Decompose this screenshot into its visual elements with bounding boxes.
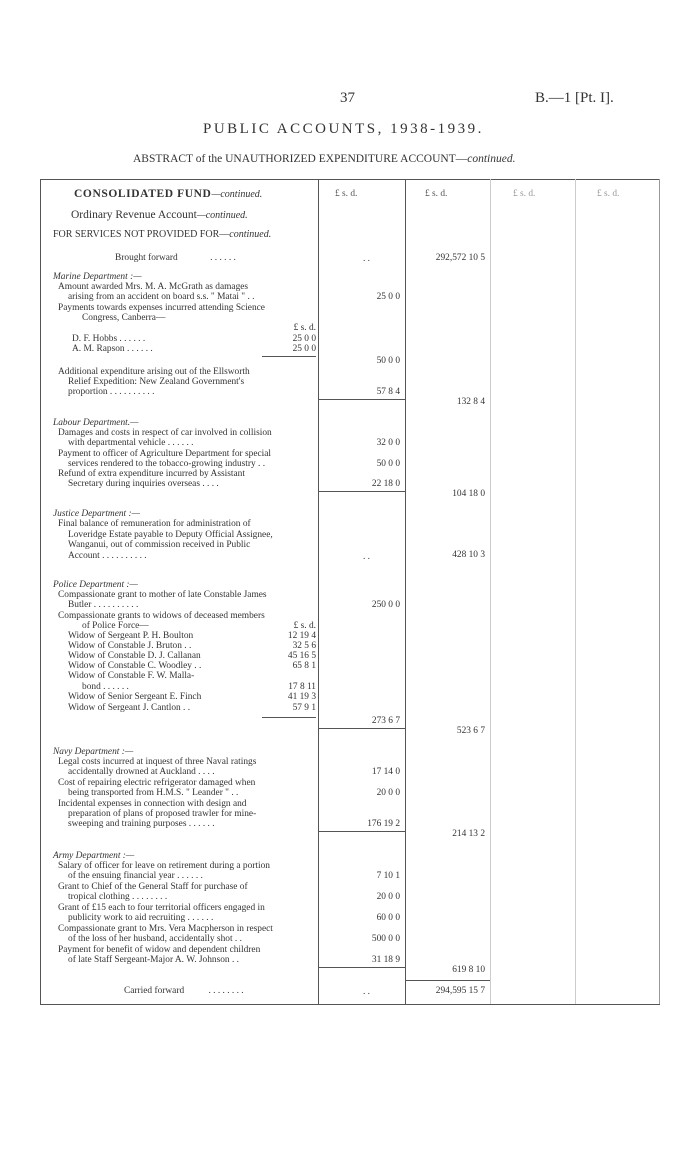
carried-forward-rule [405, 980, 490, 981]
police-widow-1-name: Widow of Sergeant P. H. Boulton [68, 631, 194, 641]
marine-sub-header: £ s. d. [293, 323, 316, 333]
marine-item-3-line-3: proportion . . . . . . . . . . [68, 387, 155, 397]
labour-item-3-line-1: Refund of extra expenditure incurred by Assistant [58, 469, 245, 479]
carried-forward-label [124, 986, 244, 997]
police-sub-total-rule [262, 717, 316, 718]
police-item-1-amount: 250 0 0 [371, 600, 400, 610]
labour-item-3-line-2: Secretary during inquiries overseas . . . . [68, 479, 219, 489]
navy-total-rule [318, 831, 405, 832]
police-widow-5-name: Widow of Constable F. W. Malla- [68, 671, 195, 681]
table-col-rule-1 [318, 179, 319, 1004]
subtitle-main: ABSTRACT of the UNAUTHORIZED EXPENDITURE ACCOUNT— [133, 153, 468, 165]
army-item-3-amount: 60 0 0 [376, 913, 400, 923]
subtitle-continued: continued. [467, 153, 516, 165]
fund-continued: —continued. [211, 189, 263, 200]
army-item-5-amount: 31 18 9 [371, 955, 400, 965]
labour-item-1-line-2: with departmental vehicle . . . . . . [68, 438, 194, 448]
navy-item-1-amount: 17 14 0 [371, 767, 400, 777]
labour-item-2-line-2: services rendered to the tobacco-growing industry . . [68, 459, 266, 469]
page-number: 37 [340, 90, 355, 106]
marine-item-2-line-2: Congress, Canberra— [82, 313, 166, 323]
marine-sub-1-amount: 25 0 0 [292, 334, 316, 344]
navy-item-3-line-3: sweeping and training purposes . . . . . . [68, 819, 215, 829]
army-heading: Army Department :— [53, 851, 135, 861]
page-subtitle [133, 153, 515, 165]
police-widow-8-name: Widow of Sergeant J. Cantlon . . [68, 703, 191, 713]
justice-item-1-line-3: Wanganui, out of commission received in Public [68, 540, 251, 550]
marine-item-1-line-1: Amount awarded Mrs. M. A. McGrath as damages [58, 282, 249, 292]
marine-item-1-amount: 25 0 0 [376, 292, 400, 302]
army-total-rule [318, 967, 405, 968]
marine-sub-2-name: A. M. Rapson . . . . . . [72, 344, 153, 354]
marine-item-3-line-1: Additional expenditure arising out of the Ellsworth [58, 367, 250, 377]
fund-heading [74, 188, 262, 200]
navy-item-2-line-1: Cost of repairing electric refrigerator damaged when [58, 778, 256, 788]
brought-forward-col2: 292,572 10 5 [435, 253, 485, 263]
police-widow-3-amount: 45 16 5 [287, 651, 316, 661]
police-item-2-line-1: Compassionate grants to widows of deceased members [58, 611, 265, 621]
army-item-2-amount: 20 0 0 [376, 892, 400, 902]
marine-item-2-line-1: Payments towards expenses incurred attending Science [58, 303, 265, 313]
account-name: Ordinary Revenue Account [71, 209, 197, 221]
brought-forward-col1: . . [362, 254, 370, 264]
marine-item-3-amount: 57 8 4 [376, 387, 400, 397]
navy-item-1-line-2: accidentally drowned at Auckland . . . . [68, 767, 215, 777]
army-item-2-line-2: tropical clothing . . . . . . . . [68, 892, 168, 902]
army-item-2-line-1: Grant to Chief of the General Staff for purchase of [58, 882, 248, 892]
navy-item-3-amount: 176 19 2 [367, 819, 400, 829]
marine-item-1-line-2: arising from an accident on board s.s. " Matai " . . [68, 292, 255, 302]
police-total-rule [318, 728, 405, 729]
police-widow-8-amount: 57 9 1 [292, 703, 316, 713]
account-heading [71, 209, 248, 221]
justice-item-1-line-4: Account . . . . . . . . . . [68, 551, 147, 561]
column-3-header: £ s. d. [513, 189, 536, 199]
table-top-rule [40, 179, 660, 180]
army-item-3-line-1: Grant of £15 each to four territorial officers engaged in [58, 903, 265, 913]
table-bottom-rule [40, 1004, 660, 1005]
army-item-5-line-1: Payment for benefit of widow and dependent children [58, 945, 261, 955]
table-right-rule [659, 179, 660, 1004]
army-item-3-line-2: publicity work to aid recruiting . . . . . . [68, 913, 214, 923]
column-4-header: £ s. d. [597, 189, 620, 199]
marine-heading: Marine Department :— [53, 272, 142, 282]
carried-forward-col1: . . [362, 987, 370, 997]
army-item-5-line-2: of late Staff Sergeant-Major A. W. Johnson . . [68, 955, 239, 965]
column-2-header: £ s. d. [425, 189, 448, 199]
table-col-rule-2 [405, 179, 406, 1004]
brought-forward-text: Brought forward [115, 253, 178, 263]
police-widow-1-amount: 12 19 4 [287, 631, 316, 641]
carried-forward-text: Carried forward [124, 986, 185, 996]
navy-item-1-line-1: Legal costs incurred at inquest of three Naval ratings [58, 757, 257, 767]
table-left-rule [40, 179, 41, 1004]
labour-item-2-amount: 50 0 0 [376, 459, 400, 469]
police-item-1-line-2: Butler . . . . . . . . . . [68, 600, 139, 610]
navy-item-2-amount: 20 0 0 [376, 788, 400, 798]
marine-total-rule [318, 399, 405, 400]
army-item-1-line-2: of the ensuing financial year . . . . . . [68, 871, 203, 881]
police-sub-header: £ s. d. [293, 621, 316, 631]
police-item-1-line-1: Compassionate grant to mother of late Constable James [58, 590, 267, 600]
justice-col1: . . [362, 552, 370, 562]
navy-total: 214 13 2 [452, 829, 485, 839]
army-item-4-amount: 500 0 0 [371, 934, 400, 944]
services-heading [53, 229, 271, 240]
justice-item-1-line-2: Loveridge Estate payable to Deputy Official Assignee, [68, 530, 273, 540]
police-widow-6-amount: 17 8 11 [288, 682, 316, 692]
marine-item-3-line-2: Relief Expedition: New Zealand Government's [68, 377, 245, 387]
marine-sub-1-name: D. F. Hobbs . . . . . . [72, 334, 146, 344]
army-total: 619 8 10 [452, 965, 485, 975]
carried-forward-col2: 294,595 15 7 [435, 986, 485, 996]
marine-total: 132 8 4 [456, 397, 485, 407]
table-col-rule-4 [575, 179, 576, 1004]
police-widow-3-name: Widow of Constable D. J. Callanan [68, 651, 201, 661]
report-reference: B.—1 [Pt. I]. [535, 90, 614, 106]
army-item-4-line-2: of the loss of her husband, accidentally shot . . [68, 934, 242, 944]
account-continued: —continued. [196, 210, 248, 221]
marine-item-2-amount: 50 0 0 [376, 356, 400, 366]
labour-total-rule [318, 491, 405, 492]
army-item-1-line-1: Salary of officer for leave on retirement during a portion [58, 861, 270, 871]
carried-forward-dots: . . . . . . . . [208, 986, 244, 996]
police-widow-7-name: Widow of Senior Sergeant E. Finch [68, 692, 202, 702]
labour-total: 104 18 0 [452, 489, 485, 499]
column-1-header: £ s. d. [335, 189, 358, 199]
army-item-1-amount: 7 10 1 [376, 871, 400, 881]
table-col-rule-3 [490, 179, 491, 1004]
police-total: 523 6 7 [456, 726, 485, 736]
labour-item-1-amount: 32 0 0 [376, 438, 400, 448]
marine-sub-2-amount: 25 0 0 [292, 344, 316, 354]
brought-forward-label [115, 253, 236, 264]
police-widow-4-amount: 65 8 1 [292, 661, 316, 671]
marine-sub-total-rule [262, 356, 316, 357]
police-widow-2-name: Widow of Constable J. Bruton . . [68, 641, 192, 651]
police-widow-2-amount: 32 5 6 [292, 641, 316, 651]
navy-heading: Navy Department :— [53, 747, 134, 757]
police-heading: Police Department :— [53, 580, 138, 590]
fund-name: CONSOLIDATED FUND [74, 188, 212, 200]
navy-item-2-line-2: being transported from H.M.S. " Leander " . . [68, 788, 239, 798]
labour-item-3-amount: 22 18 0 [371, 479, 400, 489]
labour-item-1-line-1: Damages and costs in respect of car involved in collision [58, 428, 272, 438]
services-name: FOR SERVICES NOT PROVIDED FOR— [53, 229, 230, 240]
police-widow-4-name: Widow of Constable C. Woodley . . [68, 661, 202, 671]
page-title: PUBLIC ACCOUNTS, 1938-1939. [203, 121, 484, 137]
services-continued: continued. [229, 229, 272, 240]
justice-total: 428 10 3 [452, 550, 485, 560]
labour-heading: Labour Department.— [53, 418, 139, 428]
police-item-2-line-2: of Police Force— [82, 621, 149, 631]
army-item-4-line-1: Compassionate grant to Mrs. Vera Macpherson in respect [58, 924, 273, 934]
navy-item-3-line-1: Incidental expenses in connection with design and [58, 799, 247, 809]
justice-heading: Justice Department :— [53, 509, 140, 519]
police-widow-6-name: bond . . . . . . [82, 682, 129, 692]
police-widow-7-amount: 41 19 3 [287, 692, 316, 702]
police-item-2-amount: 273 6 7 [371, 716, 400, 726]
justice-item-1-line-1: Final balance of remuneration for administration of [58, 519, 251, 529]
navy-item-3-line-2: preparation of plans of proposed trawler for mine- [68, 809, 257, 819]
brought-forward-dots: . . . . . . [210, 253, 236, 263]
labour-item-2-line-1: Payment to officer of Agriculture Department for special [58, 449, 272, 459]
